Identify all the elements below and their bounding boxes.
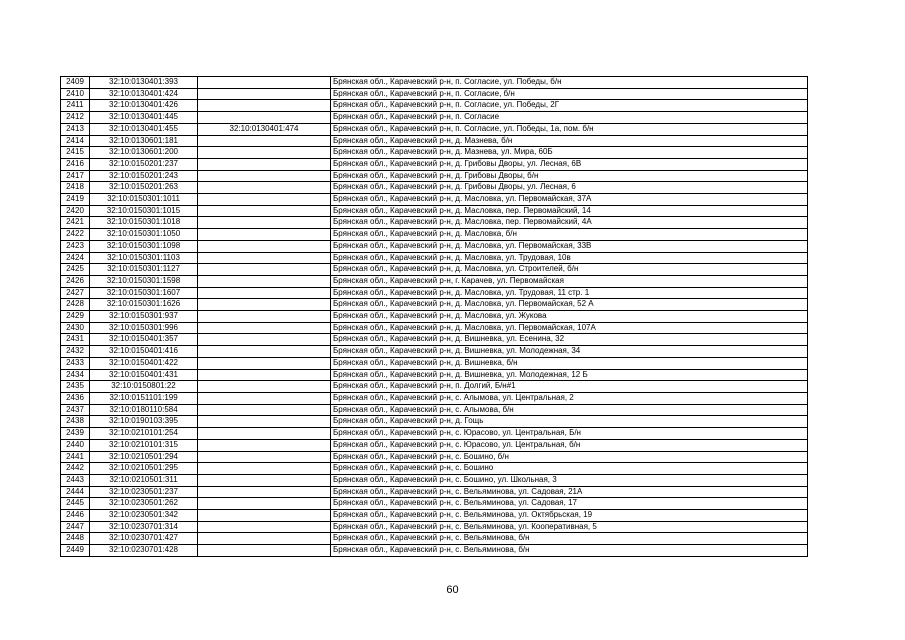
address-cell: Брянская обл., Карачевский р-н, д. Масловка, б/н xyxy=(331,229,808,241)
address-cell: Брянская обл., Карачевский р-н, г. Карачев, ул. Первомайская xyxy=(331,275,808,287)
address-cell: Брянская обл., Карачевский р-н, д. Мазнева, ул. Мира, 60Б xyxy=(331,147,808,159)
row-number-cell: 2417 xyxy=(61,170,90,182)
table-row xyxy=(61,252,808,264)
previous-number-cell xyxy=(198,194,331,206)
cadastral-number-cell: 32:10:0130401:426 xyxy=(90,100,198,112)
row-number-cell: 2444 xyxy=(61,486,90,498)
table-row xyxy=(61,112,808,124)
previous-number-cell xyxy=(198,205,331,217)
cadastral-number-cell: 32:10:0150301:996 xyxy=(90,322,198,334)
previous-number-cell xyxy=(198,346,331,358)
registry-table xyxy=(60,76,808,557)
address-cell: Брянская обл., Карачевский р-н, с. Вельяминова, ул. Садовая, 21А xyxy=(331,486,808,498)
cadastral-number-cell: 32:10:0230701:427 xyxy=(90,533,198,545)
cadastral-number-cell: 32:10:0150201:243 xyxy=(90,170,198,182)
row-number-cell: 2441 xyxy=(61,451,90,463)
previous-number-cell xyxy=(198,240,331,252)
cadastral-number-cell: 32:10:0130601:200 xyxy=(90,147,198,159)
address-cell: Брянская обл., Карачевский р-н, п. Согласие xyxy=(331,112,808,124)
previous-number-cell xyxy=(198,182,331,194)
previous-number-cell xyxy=(198,311,331,323)
table-row xyxy=(61,240,808,252)
cadastral-number-cell: 32:10:0150301:1015 xyxy=(90,205,198,217)
table-row xyxy=(61,158,808,170)
row-number-cell: 2427 xyxy=(61,287,90,299)
row-number-cell: 2440 xyxy=(61,439,90,451)
row-number-cell: 2414 xyxy=(61,135,90,147)
page-number: 60 xyxy=(446,584,459,596)
cadastral-number-cell: 32:10:0230501:342 xyxy=(90,510,198,522)
address-cell: Брянская обл., Карачевский р-н, д. Масловка, ул. Трудовая, 11 стр. 1 xyxy=(331,287,808,299)
cadastral-number-cell: 32:10:0210501:294 xyxy=(90,451,198,463)
previous-number-cell: 32:10:0130401:474 xyxy=(198,123,331,135)
previous-number-cell xyxy=(198,322,331,334)
previous-number-cell xyxy=(198,147,331,159)
cadastral-number-cell: 32:10:0150401:431 xyxy=(90,369,198,381)
address-cell: Брянская обл., Карачевский р-н, д. Вишневка, б/н xyxy=(331,357,808,369)
table-row xyxy=(61,275,808,287)
address-cell: Брянская обл., Карачевский р-н, д. Масловка, ул. Первомайская, 52 А xyxy=(331,299,808,311)
previous-number-cell xyxy=(198,416,331,428)
address-cell: Брянская обл., Карачевский р-н, п. Согласие, ул. Победы, 1а, пом. б/н xyxy=(331,123,808,135)
previous-number-cell xyxy=(198,275,331,287)
table-row xyxy=(61,369,808,381)
previous-number-cell xyxy=(198,533,331,545)
address-cell: Брянская обл., Карачевский р-н, с. Вельяминова, б/н xyxy=(331,533,808,545)
table-row xyxy=(61,135,808,147)
address-cell: Брянская обл., Карачевский р-н, д. Мазнева, б/н xyxy=(331,135,808,147)
address-cell: Брянская обл., Карачевский р-н, д. Масловка, ул. Жукова xyxy=(331,311,808,323)
row-number-cell: 2425 xyxy=(61,264,90,276)
table-row xyxy=(61,381,808,393)
cadastral-number-cell: 32:10:0210101:254 xyxy=(90,428,198,440)
address-cell: Брянская обл., Карачевский р-н, с. Юрасово, ул. Центральная, б/н xyxy=(331,439,808,451)
cadastral-number-cell: 32:10:0150301:1098 xyxy=(90,240,198,252)
cadastral-number-cell: 32:10:0150401:416 xyxy=(90,346,198,358)
table-row xyxy=(61,451,808,463)
previous-number-cell xyxy=(198,100,331,112)
table-row xyxy=(61,229,808,241)
previous-number-cell xyxy=(198,158,331,170)
table-row xyxy=(61,463,808,475)
address-cell: Брянская обл., Карачевский р-н, д. Масловка, ул. Трудовая, 10в xyxy=(331,252,808,264)
address-cell: Брянская обл., Карачевский р-н, д. Грибовы Дворы, б/н xyxy=(331,170,808,182)
cadastral-number-cell: 32:10:0150301:1103 xyxy=(90,252,198,264)
row-number-cell: 2445 xyxy=(61,498,90,510)
cadastral-number-cell: 32:10:0210101:315 xyxy=(90,439,198,451)
cadastral-number-cell: 32:10:0230701:428 xyxy=(90,545,198,557)
table-row xyxy=(61,474,808,486)
row-number-cell: 2443 xyxy=(61,474,90,486)
previous-number-cell xyxy=(198,392,331,404)
cadastral-number-cell: 32:10:0150201:237 xyxy=(90,158,198,170)
previous-number-cell xyxy=(198,217,331,229)
row-number-cell: 2419 xyxy=(61,194,90,206)
row-number-cell: 2424 xyxy=(61,252,90,264)
table-row xyxy=(61,311,808,323)
table-row xyxy=(61,194,808,206)
cadastral-number-cell: 32:10:0150801:22 xyxy=(90,381,198,393)
previous-number-cell xyxy=(198,334,331,346)
row-number-cell: 2422 xyxy=(61,229,90,241)
address-cell: Брянская обл., Карачевский р-н, д. Вишневка, ул. Молодежная, 12 Б xyxy=(331,369,808,381)
previous-number-cell xyxy=(198,112,331,124)
row-number-cell: 2434 xyxy=(61,369,90,381)
previous-number-cell xyxy=(198,252,331,264)
table-row xyxy=(61,322,808,334)
address-cell: Брянская обл., Карачевский р-н, д. Вишневка, ул. Есенина, 32 xyxy=(331,334,808,346)
previous-number-cell xyxy=(198,439,331,451)
address-cell: Брянская обл., Карачевский р-н, д. Масловка, ул. Строителей, б/н xyxy=(331,264,808,276)
row-number-cell: 2410 xyxy=(61,88,90,100)
row-number-cell: 2415 xyxy=(61,147,90,159)
previous-number-cell xyxy=(198,404,331,416)
cadastral-number-cell: 32:10:0150301:1626 xyxy=(90,299,198,311)
table-row xyxy=(61,416,808,428)
cadastral-number-cell: 32:10:0180110:584 xyxy=(90,404,198,416)
address-cell: Брянская обл., Карачевский р-н, д. Масловка, пер. Первомайский, 4А xyxy=(331,217,808,229)
cadastral-number-cell: 32:10:0150401:357 xyxy=(90,334,198,346)
row-number-cell: 2449 xyxy=(61,545,90,557)
row-number-cell: 2412 xyxy=(61,112,90,124)
row-number-cell: 2418 xyxy=(61,182,90,194)
row-number-cell: 2426 xyxy=(61,275,90,287)
table-row xyxy=(61,123,808,135)
cadastral-number-cell: 32:10:0210501:311 xyxy=(90,474,198,486)
row-number-cell: 2409 xyxy=(61,77,90,89)
address-cell: Брянская обл., Карачевский р-н, с. Бошино, б/н xyxy=(331,451,808,463)
address-cell: Брянская обл., Карачевский р-н, с. Алымова, ул. Центральная, 2 xyxy=(331,392,808,404)
cadastral-number-cell: 32:10:0190103:395 xyxy=(90,416,198,428)
row-number-cell: 2411 xyxy=(61,100,90,112)
cadastral-number-cell: 32:10:0150301:937 xyxy=(90,311,198,323)
previous-number-cell xyxy=(198,369,331,381)
row-number-cell: 2416 xyxy=(61,158,90,170)
previous-number-cell xyxy=(198,521,331,533)
row-number-cell: 2438 xyxy=(61,416,90,428)
address-cell: Брянская обл., Карачевский р-н, с. Юрасово, ул. Центральная, Б/н xyxy=(331,428,808,440)
address-cell: Брянская обл., Карачевский р-н, д. Масловка, пер. Первомайский, 14 xyxy=(331,205,808,217)
cadastral-number-cell: 32:10:0130401:455 xyxy=(90,123,198,135)
table-row xyxy=(61,334,808,346)
previous-number-cell xyxy=(198,77,331,89)
cadastral-number-cell: 32:10:0210501:295 xyxy=(90,463,198,475)
table-row xyxy=(61,170,808,182)
cadastral-number-cell: 32:10:0130401:393 xyxy=(90,77,198,89)
previous-number-cell xyxy=(198,474,331,486)
cadastral-number-cell: 32:10:0150301:1050 xyxy=(90,229,198,241)
address-cell: Брянская обл., Карачевский р-н, с. Вельяминова, ул. Садовая, 17 xyxy=(331,498,808,510)
table-row xyxy=(61,404,808,416)
row-number-cell: 2433 xyxy=(61,357,90,369)
previous-number-cell xyxy=(198,545,331,557)
cadastral-number-cell: 32:10:0150301:1607 xyxy=(90,287,198,299)
row-number-cell: 2436 xyxy=(61,392,90,404)
address-cell: Брянская обл., Карачевский р-н, д. Масловка, ул. Первомайская, 37А xyxy=(331,194,808,206)
cadastral-number-cell: 32:10:0230701:314 xyxy=(90,521,198,533)
address-cell: Брянская обл., Карачевский р-н, с. Вельяминова, ул. Октябрьская, 19 xyxy=(331,510,808,522)
address-cell: Брянская обл., Карачевский р-н, п. Согласие, ул. Победы, б/н xyxy=(331,77,808,89)
cadastral-number-cell: 32:10:0230501:237 xyxy=(90,486,198,498)
cadastral-number-cell: 32:10:0130601:181 xyxy=(90,135,198,147)
address-cell: Брянская обл., Карачевский р-н, д. Грибовы Дворы, ул. Лесная, 6В xyxy=(331,158,808,170)
table-row xyxy=(61,217,808,229)
cadastral-number-cell: 32:10:0150201:263 xyxy=(90,182,198,194)
address-cell: Брянская обл., Карачевский р-н, п. Долгий, Б/н#1 xyxy=(331,381,808,393)
table-row xyxy=(61,510,808,522)
row-number-cell: 2430 xyxy=(61,322,90,334)
cadastral-number-cell: 32:10:0151101:199 xyxy=(90,392,198,404)
table-row xyxy=(61,346,808,358)
previous-number-cell xyxy=(198,170,331,182)
row-number-cell: 2448 xyxy=(61,533,90,545)
address-cell: Брянская обл., Карачевский р-н, с. Бошино, ул. Школьная, 3 xyxy=(331,474,808,486)
address-cell: Брянская обл., Карачевский р-н, с. Вельяминова, ул. Кооперативная, 5 xyxy=(331,521,808,533)
previous-number-cell xyxy=(198,357,331,369)
previous-number-cell xyxy=(198,451,331,463)
row-number-cell: 2432 xyxy=(61,346,90,358)
row-number-cell: 2442 xyxy=(61,463,90,475)
row-number-cell: 2447 xyxy=(61,521,90,533)
address-cell: Брянская обл., Карачевский р-н, д. Вишневка, ул. Молодежная, 34 xyxy=(331,346,808,358)
previous-number-cell xyxy=(198,229,331,241)
row-number-cell: 2431 xyxy=(61,334,90,346)
address-cell: Брянская обл., Карачевский р-н, д. Гощь xyxy=(331,416,808,428)
cadastral-number-cell: 32:10:0150301:1018 xyxy=(90,217,198,229)
cadastral-number-cell: 32:10:0130401:445 xyxy=(90,112,198,124)
address-cell: Брянская обл., Карачевский р-н, с. Вельяминова, б/н xyxy=(331,545,808,557)
address-cell: Брянская обл., Карачевский р-н, д. Масловка, ул. Первомайская, 33В xyxy=(331,240,808,252)
cadastral-number-cell: 32:10:0150301:1011 xyxy=(90,194,198,206)
row-number-cell: 2428 xyxy=(61,299,90,311)
table-row xyxy=(61,486,808,498)
previous-number-cell xyxy=(198,381,331,393)
table-row xyxy=(61,521,808,533)
previous-number-cell xyxy=(198,428,331,440)
cadastral-number-cell: 32:10:0150301:1598 xyxy=(90,275,198,287)
cadastral-number-cell: 32:10:0230501:262 xyxy=(90,498,198,510)
cadastral-number-cell: 32:10:0130401:424 xyxy=(90,88,198,100)
table-row xyxy=(61,287,808,299)
table-row xyxy=(61,264,808,276)
row-number-cell: 2420 xyxy=(61,205,90,217)
table-row xyxy=(61,147,808,159)
previous-number-cell xyxy=(198,264,331,276)
row-number-cell: 2439 xyxy=(61,428,90,440)
row-number-cell: 2421 xyxy=(61,217,90,229)
address-cell: Брянская обл., Карачевский р-н, п. Согласие, ул. Победы, 2Г xyxy=(331,100,808,112)
row-number-cell: 2413 xyxy=(61,123,90,135)
address-cell: Брянская обл., Карачевский р-н, д. Грибовы Дворы, ул. Лесная, 6 xyxy=(331,182,808,194)
row-number-cell: 2423 xyxy=(61,240,90,252)
table-row xyxy=(61,100,808,112)
table-row xyxy=(61,182,808,194)
previous-number-cell xyxy=(198,510,331,522)
cadastral-number-cell: 32:10:0150401:422 xyxy=(90,357,198,369)
row-number-cell: 2446 xyxy=(61,510,90,522)
row-number-cell: 2429 xyxy=(61,311,90,323)
previous-number-cell xyxy=(198,463,331,475)
table-row xyxy=(61,205,808,217)
address-cell: Брянская обл., Карачевский р-н, с. Бошино xyxy=(331,463,808,475)
cadastral-number-cell: 32:10:0150301:1127 xyxy=(90,264,198,276)
table-row xyxy=(61,77,808,89)
address-cell: Брянская обл., Карачевский р-н, д. Масловка, ул. Первомайская, 107А xyxy=(331,322,808,334)
previous-number-cell xyxy=(198,498,331,510)
row-number-cell: 2437 xyxy=(61,404,90,416)
previous-number-cell xyxy=(198,287,331,299)
registry-table-body xyxy=(61,77,808,557)
table-row xyxy=(61,392,808,404)
previous-number-cell xyxy=(198,486,331,498)
table-row xyxy=(61,88,808,100)
previous-number-cell xyxy=(198,135,331,147)
table-row xyxy=(61,533,808,545)
row-number-cell: 2435 xyxy=(61,381,90,393)
table-row xyxy=(61,428,808,440)
address-cell: Брянская обл., Карачевский р-н, с. Алымова, б/н xyxy=(331,404,808,416)
table-row xyxy=(61,357,808,369)
previous-number-cell xyxy=(198,88,331,100)
address-cell: Брянская обл., Карачевский р-н, п. Согласие, б/н xyxy=(331,88,808,100)
table-row xyxy=(61,498,808,510)
table-row xyxy=(61,545,808,557)
table-row xyxy=(61,299,808,311)
previous-number-cell xyxy=(198,299,331,311)
table-row xyxy=(61,439,808,451)
